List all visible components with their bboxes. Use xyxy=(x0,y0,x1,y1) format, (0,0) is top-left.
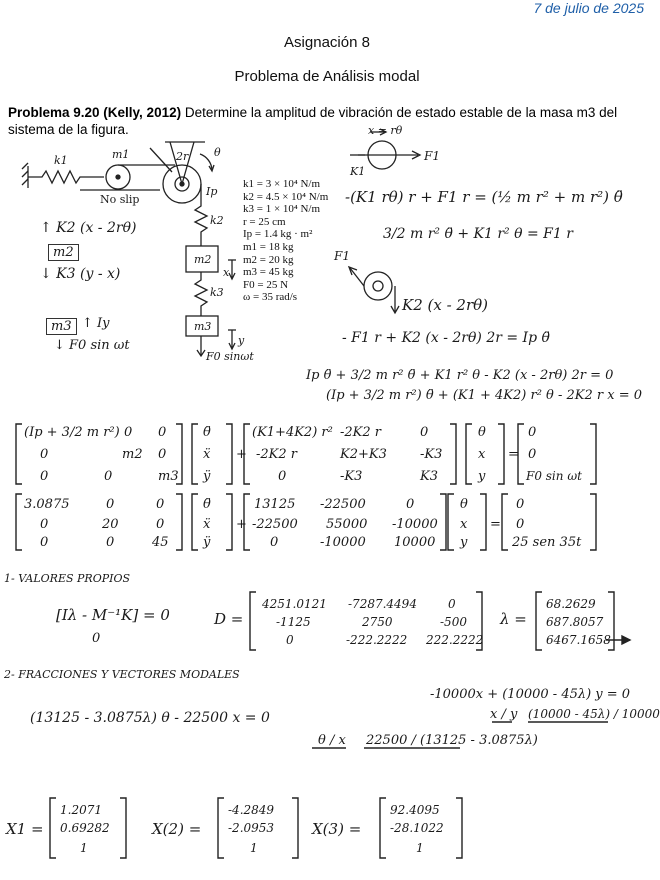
hw-eq2: 3/2 m r² θ̈ + K1 r² θ = F1 r xyxy=(383,226,573,242)
hw-lambda-0: 68.2629 xyxy=(546,597,596,611)
hw-x-rtheta: x = rθ xyxy=(368,124,403,137)
mnum-f-2: 25 sen 35t xyxy=(512,535,582,550)
mnum-k-02: 0 xyxy=(406,497,415,512)
msym-k-20: 0 xyxy=(278,469,287,484)
msym-k-10: -2K2 r xyxy=(256,447,297,462)
hw-d-01: -7287.4494 xyxy=(348,597,417,611)
hw-lambda-2: 6467.1658 xyxy=(546,633,611,647)
label-x: x xyxy=(223,266,230,279)
msym-m-11: m2 xyxy=(122,447,143,462)
spring-k1 xyxy=(28,171,104,183)
hw-eigen-eq: [Iλ - M⁻¹K] = 0 xyxy=(56,606,170,624)
mnum-f-0: 0 xyxy=(516,497,525,512)
hw-d-10: -1125 xyxy=(276,615,311,629)
msym-f-0: 0 xyxy=(528,425,537,440)
hw-ratio-eq: (13125 - 3.0875λ) θ - 22500 x = 0 xyxy=(30,710,270,726)
mnum-k-22: 10000 xyxy=(394,535,436,550)
assignment-title: Asignación 8 xyxy=(284,34,370,51)
msym-m-20: 0 xyxy=(40,469,49,484)
spring-k3 xyxy=(195,272,207,316)
msym-k-21: -K3 xyxy=(340,469,363,484)
label-ip: Ip xyxy=(206,185,218,198)
label-y: y xyxy=(238,334,245,347)
msym-d-1: x xyxy=(478,447,486,462)
mnum-k-11: 55000 xyxy=(326,517,368,532)
hw-mode3-label: X(3) = xyxy=(312,820,362,838)
mnum-acc-0: θ̈ xyxy=(203,497,211,512)
hw-d-label: D = xyxy=(214,610,244,628)
mnum-m-02: 0 xyxy=(156,497,165,512)
mnum-f-1: 0 xyxy=(516,517,525,532)
label-m1: m1 xyxy=(112,148,130,161)
label-no-slip: No slip xyxy=(100,193,140,206)
msym-m-00: (Ip + 3/2 m r²) xyxy=(24,425,120,440)
label-theta: θ xyxy=(214,146,221,159)
mnum-k-01: -22500 xyxy=(320,497,366,512)
label-2r: 2r xyxy=(176,150,189,163)
hw-mode2-0: -4.2849 xyxy=(228,803,275,817)
svg-text:=: = xyxy=(508,447,519,462)
parameter-list xyxy=(243,178,328,304)
hw-ratio-rhs: 22500 / (13125 - 3.0875λ) xyxy=(366,733,538,748)
hw-d-22: 222.2222 xyxy=(426,633,484,647)
msym-k-01: -2K2 r xyxy=(340,425,381,440)
msym-m-12: 0 xyxy=(158,447,167,462)
mnum-k-10: -22500 xyxy=(252,517,298,532)
param-row: r = 25 cm xyxy=(243,215,286,228)
problem-statement xyxy=(8,104,648,138)
hw-mode2-label: X(2) = xyxy=(152,820,202,838)
hw-left-k3: ↓ K3 (y - x) xyxy=(40,266,121,282)
hw-left-iy: ↑ Iy xyxy=(82,316,110,331)
param-row: k2 = 4.5 × 10⁴ N/m xyxy=(243,190,329,203)
param-row: k3 = 1 × 10⁴ N/m xyxy=(243,203,321,216)
msym-acc-2: ÿ xyxy=(203,469,211,484)
mnum-d-1: x xyxy=(460,517,468,532)
hw-mode2-2: 1 xyxy=(250,841,258,855)
hw-eq1: -(K1 rθ) r + F1 r = (½ m r² + m r²) θ̈ xyxy=(345,188,623,206)
assignment-subtitle: Problema de Análisis modal xyxy=(234,68,420,85)
hw-sec1: 1- VALORES PROPIOS xyxy=(4,572,131,585)
mnum-acc-2: ÿ xyxy=(203,535,211,550)
hw-left-m3: m3 xyxy=(46,318,77,335)
msym-k-02: 0 xyxy=(420,425,429,440)
hw-ratio2-lhs: x / y xyxy=(490,707,518,722)
hw-d-12: -500 xyxy=(440,615,467,629)
param-row: m2 = 20 kg xyxy=(243,253,294,266)
hw-mode3-1: -28.1022 xyxy=(390,821,444,835)
hw-f1: F1 xyxy=(424,149,440,163)
msym-k-11: K2+K3 xyxy=(340,447,387,462)
msym-k-12: -K3 xyxy=(420,447,443,462)
hw-eigen-zero: 0 xyxy=(92,631,101,646)
param-row: m3 = 45 kg xyxy=(243,266,294,279)
hw-f1b: F1 xyxy=(334,249,350,263)
hw-d-11: 2750 xyxy=(362,615,393,629)
hw-mode1-0: 1.2071 xyxy=(60,803,102,817)
fbd-pulley xyxy=(364,272,392,300)
mnum-m-21: 0 xyxy=(106,535,115,550)
hw-d-00: 4251.0121 xyxy=(262,597,327,611)
mnum-m-00: 3.0875 xyxy=(24,497,70,512)
hw-mode3-0: 92.4095 xyxy=(390,803,440,817)
hw-k2-force: K2 (x - 2rθ) xyxy=(402,296,489,314)
msym-f-2: F0 sin ωt xyxy=(526,469,582,483)
msym-f-1: 0 xyxy=(528,447,537,462)
label-force: F0 sinωt xyxy=(206,350,254,363)
msym-d-2: y xyxy=(478,469,486,484)
msym-m-01: 0 xyxy=(124,425,133,440)
hw-left-m2: m2 xyxy=(48,244,79,261)
msym-k-22: K3 xyxy=(420,469,438,484)
param-row: Ip = 1.4 kg · m² xyxy=(243,228,313,241)
hw-ratio-lhs: θ / x xyxy=(318,733,346,748)
mnum-d-0: θ xyxy=(460,497,468,512)
label-k3: k3 xyxy=(210,286,224,299)
svg-text:+: + xyxy=(236,447,247,462)
date: 7 de julio de 2025 xyxy=(533,0,644,16)
mnum-d-2: y xyxy=(460,535,468,550)
hw-k1: K1 xyxy=(350,165,366,178)
mnum-m-22: 45 xyxy=(152,535,169,550)
svg-text:=: = xyxy=(490,517,501,532)
hw-ratio2-rhs: (10000 - 45λ) / 10000 xyxy=(528,707,660,721)
msym-acc-0: θ̈ xyxy=(203,425,211,440)
hw-left-f: ↓ F0 sin ωt xyxy=(54,338,130,353)
problem-text: Determine la amplitud de vibración de estado estable de la masa m3 del sistema de la figura. xyxy=(8,105,618,137)
mnum-k-21: -10000 xyxy=(320,535,366,550)
msym-m-22: m3 xyxy=(158,469,179,484)
hw-mode1-label: X1 = xyxy=(6,820,44,838)
hw-mode2-1: -2.0953 xyxy=(228,821,275,835)
msym-k-00: (K1+4K2) r² xyxy=(252,425,333,440)
hw-d-21: -222.2222 xyxy=(346,633,408,647)
mnum-m-10: 0 xyxy=(40,517,49,532)
param-row: ω = 35 rad/s xyxy=(243,291,298,304)
mnum-m-12: 0 xyxy=(156,517,165,532)
label-m3: m3 xyxy=(194,320,212,333)
label-k1: k1 xyxy=(54,154,68,167)
param-row: F0 = 25 N xyxy=(243,278,289,291)
msym-m-21: 0 xyxy=(104,469,113,484)
hw-d-20: 0 xyxy=(286,633,294,647)
msym-d-0: θ xyxy=(478,425,486,440)
mnum-acc-1: ẍ xyxy=(203,517,211,532)
hw-sec2: 2- FRACCIONES Y VECTORES MODALES xyxy=(4,668,240,681)
param-row: m1 = 18 kg xyxy=(243,240,294,253)
hw-ratio2-eq: -10000x + (10000 - 45λ) y = 0 xyxy=(430,687,631,702)
hw-eq3: - F1 r + K2 (x - 2rθ) 2r = Ip θ̈ xyxy=(342,330,550,346)
hw-lambda-1: 687.8057 xyxy=(546,615,604,629)
mnum-m-01: 0 xyxy=(106,497,115,512)
mnum-k-00: 13125 xyxy=(254,497,296,512)
hw-mode1-2: 1 xyxy=(80,841,88,855)
mnum-m-11: 20 xyxy=(102,517,119,532)
msym-acc-1: ẍ xyxy=(203,447,211,462)
msym-m-02: 0 xyxy=(158,425,167,440)
svg-text:+: + xyxy=(236,517,247,532)
hw-d-02: 0 xyxy=(448,597,456,611)
problem-label: Problema 9.20 (Kelly, 2012) xyxy=(8,105,182,120)
hw-mode3-2: 1 xyxy=(416,841,424,855)
param-row: k1 = 3 × 10⁴ N/m xyxy=(243,178,321,190)
label-m2: m2 xyxy=(194,253,212,266)
mnum-k-12: -10000 xyxy=(392,517,438,532)
matrix-area xyxy=(0,410,660,876)
msym-m-10: 0 xyxy=(40,447,49,462)
mnum-k-20: 0 xyxy=(270,535,279,550)
hw-eq4: Ip θ̈ + 3/2 m r² θ̈ + K1 r² θ - K2 (x - 2rθ) 2r = 0 xyxy=(306,368,614,383)
hw-lambda-label: λ = xyxy=(500,610,527,628)
hw-mode1-1: 0.69282 xyxy=(60,821,110,835)
hw-eq5: (Ip + 3/2 m r²) θ̈ + (K1 + 4K2) r² θ - 2K2 r x = 0 xyxy=(326,388,643,403)
label-k2: k2 xyxy=(210,214,224,227)
hw-left-k2: ↑ K2 (x - 2rθ) xyxy=(40,220,137,236)
mnum-m-20: 0 xyxy=(40,535,49,550)
